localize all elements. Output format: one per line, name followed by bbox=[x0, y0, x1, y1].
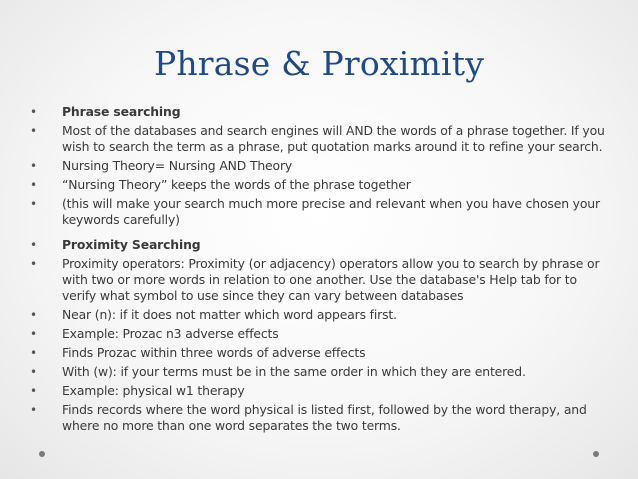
list-item-text: Most of the databases and search engines will AND the words of a phrase together. If you wish to search the term as a phrase, put quotation marks around it to refine your search. bbox=[62, 123, 605, 154]
list-item-text: Phrase searching bbox=[62, 104, 181, 119]
list-item bbox=[30, 196, 608, 228]
bullet-icon: • bbox=[30, 365, 37, 379]
list-item bbox=[30, 177, 608, 193]
bullet-icon: • bbox=[30, 327, 37, 341]
list-item bbox=[30, 158, 608, 174]
bullet-icon: • bbox=[30, 403, 37, 417]
list-item bbox=[30, 364, 608, 380]
list-item-text: Proximity operators: Proximity (or adjacency) operators allow you to search by phrase or with two or more words in relation to one another. Use the database's Help tab for to verify what symbol to use since they can vary between databases bbox=[62, 256, 600, 303]
list-item-text: (this will make your search much more precise and relevant when you have chosen your keywords carefully) bbox=[62, 196, 600, 227]
list-item bbox=[30, 345, 608, 361]
list-item bbox=[30, 256, 608, 304]
list-item-text: Proximity Searching bbox=[62, 237, 201, 252]
bullet-icon: • bbox=[30, 178, 37, 192]
list-item bbox=[30, 326, 608, 342]
list-item-text: With (w): if your terms must be in the same order in which they are entered. bbox=[62, 364, 526, 379]
bullet-icon: • bbox=[30, 197, 37, 211]
list-item-text: “Nursing Theory” keeps the words of the phrase together bbox=[62, 177, 411, 192]
bullet-icon: • bbox=[30, 346, 37, 360]
slide-title: Phrase & Proximity bbox=[153, 44, 485, 83]
bullet-icon: • bbox=[30, 105, 37, 119]
bullet-icon: • bbox=[30, 159, 37, 173]
bullet-icon: • bbox=[30, 384, 37, 398]
list-item-text: Finds Prozac within three words of adverse effects bbox=[62, 345, 366, 360]
list-item-text: Near (n): if it does not matter which word appears first. bbox=[62, 307, 397, 322]
decorative-dot-left bbox=[39, 451, 45, 457]
list-item bbox=[30, 307, 608, 323]
decorative-dot-right bbox=[593, 451, 599, 457]
list-item bbox=[30, 237, 608, 253]
list-item bbox=[30, 104, 608, 120]
list-item-text: Example: Prozac n3 adverse effects bbox=[62, 326, 279, 341]
bullet-icon: • bbox=[30, 238, 37, 252]
list-item bbox=[30, 383, 608, 399]
bullet-icon: • bbox=[30, 308, 37, 322]
list-item-text: Finds records where the word physical is listed first, followed by the word therapy, and where no more than one word separates the two terms. bbox=[62, 402, 587, 433]
bullet-icon: • bbox=[30, 257, 37, 271]
list-item-text: Example: physical w1 therapy bbox=[62, 383, 245, 398]
bullet-list bbox=[30, 104, 608, 437]
bullet-icon: • bbox=[30, 124, 37, 138]
list-item bbox=[30, 402, 608, 434]
list-item-text: Nursing Theory= Nursing AND Theory bbox=[62, 158, 293, 173]
list-item bbox=[30, 123, 608, 155]
